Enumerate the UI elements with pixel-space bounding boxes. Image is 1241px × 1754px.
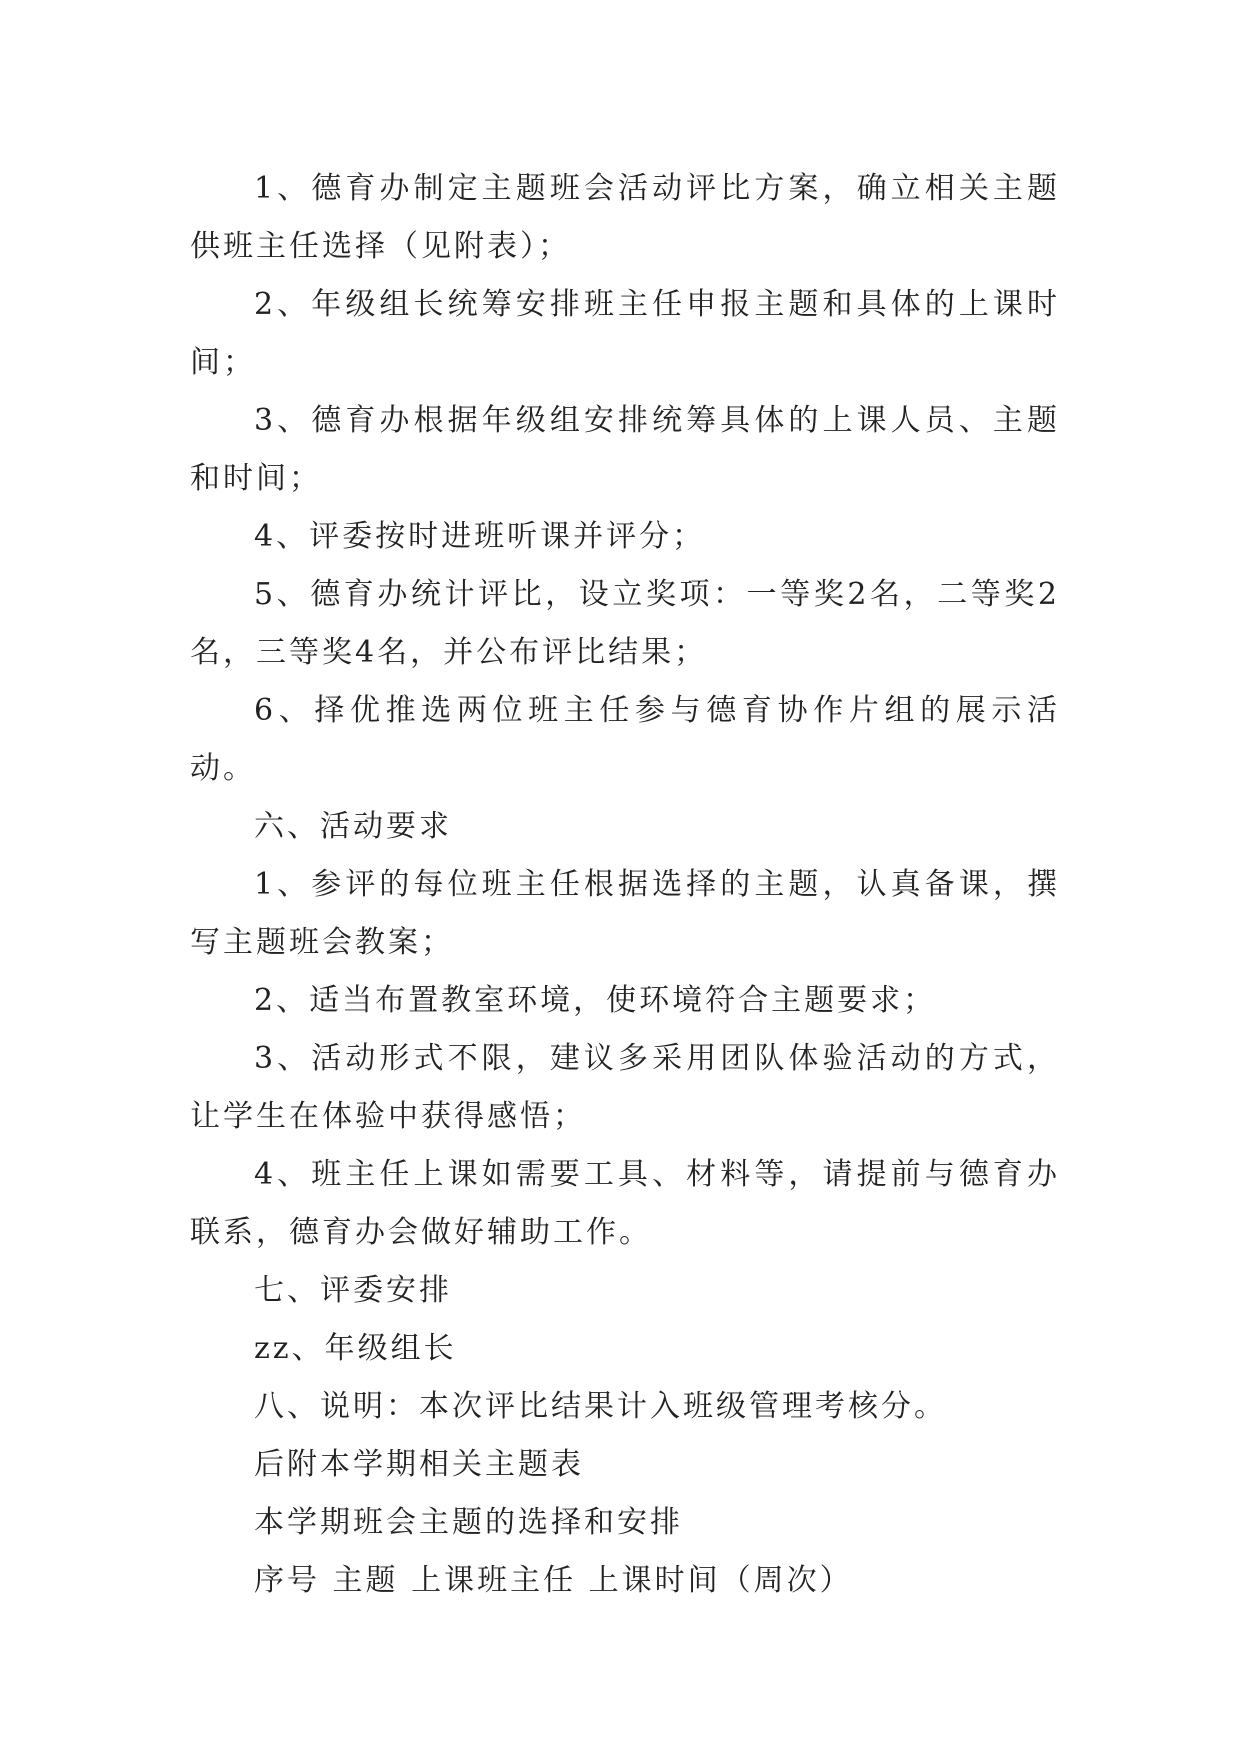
table-title: 本学期班会主题的选择和安排: [254, 1505, 683, 1540]
paragraph: 后附本学期相关主题表: [254, 1447, 584, 1482]
paragraph: 2、年级组长统筹安排班主任申报主题和具体的上课时间；: [190, 287, 1060, 380]
section-heading: 八、说明：本次评比结果计入班级管理考核分。: [254, 1389, 947, 1424]
paragraph: 1、德育办制定主题班会活动评比方案，确立相关主题供班主任选择（见附表）；: [190, 171, 1060, 264]
document-body: [190, 160, 1060, 1610]
paragraph: 3、德育办根据年级组安排统筹具体的上课人员、主题和时间；: [190, 403, 1060, 496]
paragraph: zz、年级组长: [254, 1331, 457, 1366]
paragraph: 6、择优推选两位班主任参与德育协作片组的展示活动。: [190, 693, 1060, 786]
table-header-row: 序号 主题 上课班主任 上课时间（周次）: [254, 1563, 853, 1598]
paragraph: 2、适当布置教室环境，使环境符合主题要求；: [254, 983, 937, 1018]
section-heading: 六、活动要求: [254, 809, 452, 844]
paragraph: 5、德育办统计评比，设立奖项：一等奖2名，二等奖2名，三等奖4名，并公布评比结果；: [190, 577, 1060, 670]
section-heading: 七、评委安排: [254, 1273, 452, 1308]
paragraph: 3、活动形式不限，建议多采用团队体验活动的方式，让学生在体验中获得感悟；: [190, 1041, 1060, 1134]
paragraph: 4、评委按时进班听课并评分；: [254, 519, 706, 554]
paragraph: 4、班主任上课如需要工具、材料等，请提前与德育办联系，德育办会做好辅助工作。: [190, 1157, 1060, 1250]
paragraph: 1、参评的每位班主任根据选择的主题，认真备课，撰写主题班会教案；: [190, 867, 1060, 960]
